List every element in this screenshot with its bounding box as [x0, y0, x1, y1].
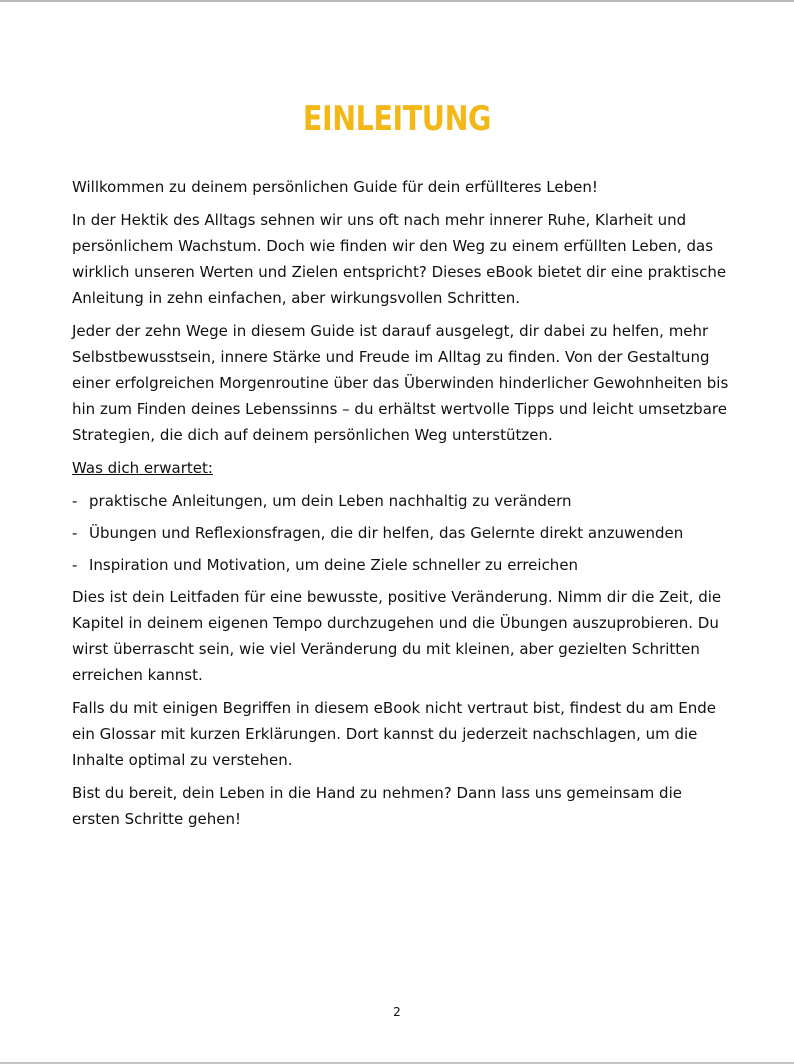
closing-paragraph-1: Dies ist dein Leitfaden für eine bewusste, positive Veränderung. Nimm dir die Zeit, die Kapitel in deinem eigenen Tempo durchzugehen und die Übungen auszuprobieren. Du wirst überrascht sein, wie viel Veränderung du mit kleinen, aber gezielten Schritten erreichen kannst. [72, 588, 722, 684]
dash-bullet-icon: - [72, 524, 78, 542]
expectation-list [72, 488, 732, 578]
section-heading: Was dich erwartet: [72, 459, 213, 477]
closing-paragraph-2: Falls du mit einigen Begriffen in diesem eBook nicht vertraut bist, findest du am Ende ein Glossar mit kurzen Erklärungen. Dort kannst du jederzeit nachschlagen, um die Inhalte optimal zu verstehen. [72, 699, 716, 769]
list-item [72, 520, 732, 546]
closing-paragraph-3: Bist du bereit, dein Leben in die Hand zu nehmen? Dann lass uns gemeinsam die ersten Schritte gehen! [72, 784, 682, 828]
dash-bullet-icon: - [72, 556, 78, 574]
page-title: EINLEITUNG [302, 98, 492, 139]
list-item [72, 488, 732, 514]
list-item-text: praktische Anleitungen, um dein Leben nachhaltig zu verändern [89, 492, 572, 510]
list-item [72, 552, 732, 578]
dash-bullet-icon: - [72, 492, 78, 510]
intro-paragraph-3: Jeder der zehn Wege in diesem Guide ist darauf ausgelegt, dir dabei zu helfen, mehr Selbstbewusstsein, innere Stärke und Freude im Alltag zu finden. Von der Gestaltung einer erfolgreichen Morgenroutine über das Überwinden hinderlicher Gewohnheiten bis hin zum Finden deines Lebenssinns – du erhältst wertvolle Tipps und leicht umsetzbare Strategien, die dich auf deinem persönlichen Weg unterstützen. [72, 322, 729, 444]
list-item-text: Inspiration und Motivation, um deine Ziele schneller zu erreichen [89, 556, 579, 574]
page-content [72, 174, 732, 839]
intro-paragraph-2: In der Hektik des Alltags sehnen wir uns oft nach mehr innerer Ruhe, Klarheit und persönlichem Wachstum. Doch wie finden wir den Weg zu einem erfüllten Leben, das wirklich unseren Werten und Zielen entspricht? Dieses eBook bietet dir eine praktische Anleitung in zehn einfachen, aber wirkungsvollen Schritten. [72, 211, 727, 307]
list-item-text: Übungen und Reflexionsfragen, die dir helfen, das Gelernte direkt anzuwenden [89, 524, 684, 542]
page-number: 2 [393, 1005, 401, 1019]
intro-paragraph-1: Willkommen zu deinem persönlichen Guide für dein erfüllteres Leben! [72, 178, 598, 196]
